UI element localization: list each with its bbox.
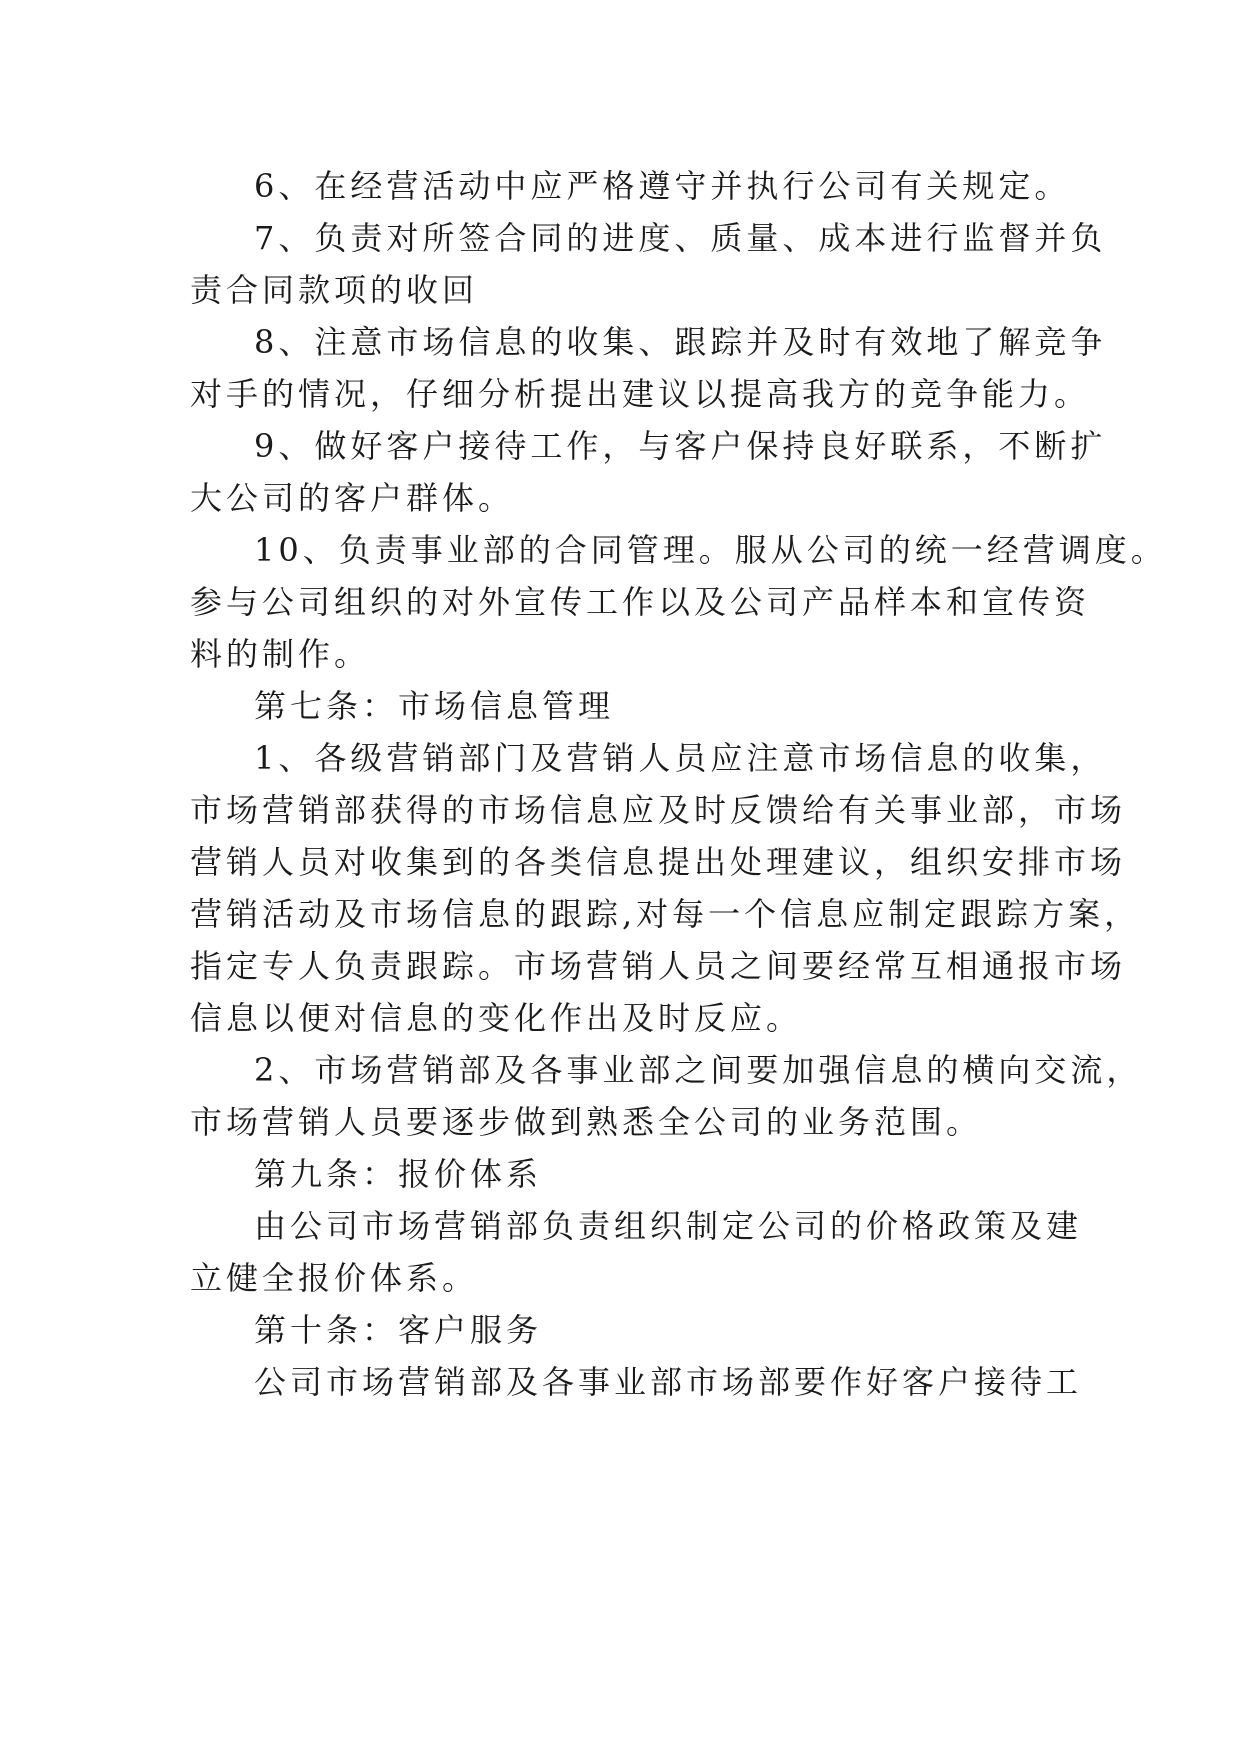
- article-7-item-2-line-1: 2、市场营销部及各事业部之间要加强信息的横向交流，: [254, 1051, 1143, 1089]
- article-7-item-1-line-5: 指定专人负责跟踪。市场营销人员之间要经常互相通报市场: [190, 947, 1127, 985]
- list-item-8-line-2: 对手的情况，仔细分析提出建议以提高我方的竞争能力。: [190, 375, 1091, 413]
- article-7-item-1-line-3: 营销人员对收集到的各类信息提出处理建议，组织安排市场: [190, 843, 1127, 881]
- article-7-item-1-line-4: 营销活动及市场信息的跟踪,对每一个信息应制定跟踪方案，: [190, 895, 1141, 933]
- list-item-6-line-1: 6、在经营活动中应严格遵守并执行公司有关规定。: [254, 167, 1071, 205]
- article-9-paragraph-line-2: 立健全报价体系。: [190, 1259, 479, 1297]
- list-item-8-line-1: 8、注意市场信息的收集、跟踪并及时有效地了解竞争: [254, 323, 1107, 361]
- section-heading-article-7: 第七条：市场信息管理: [254, 687, 615, 725]
- document-body: [190, 160, 1167, 1408]
- article-7-item-2-line-2: 市场营销人员要逐步做到熟悉全公司的业务范围。: [190, 1103, 983, 1141]
- section-heading-article-10: 第十条：客户服务: [254, 1311, 543, 1349]
- section-heading-article-9: 第九条：报价体系: [254, 1155, 543, 1193]
- list-item-9-line-2: 大公司的客户群体。: [190, 479, 515, 517]
- list-item-10-line-3: 料的制作。: [190, 635, 371, 673]
- article-10-paragraph-line-1: 公司市场营销部及各事业部市场部要作好客户接待工: [254, 1363, 1083, 1401]
- list-item-10-line-2: 参与公司组织的对外宣传工作以及公司产品样本和宣传资: [190, 583, 1091, 621]
- article-9-paragraph-line-1: 由公司市场营销部负责组织制定公司的价格政策及建: [254, 1207, 1083, 1245]
- article-7-item-1-line-1: 1、各级营销部门及营销人员应注意市场信息的收集，: [254, 739, 1107, 777]
- article-7-item-1-line-6: 信息以便对信息的变化作出及时反应。: [190, 999, 803, 1037]
- list-item-10-line-1: 10、负责事业部的合同管理。服从公司的统一经营调度。: [254, 531, 1167, 569]
- list-item-7-line-1: 7、负责对所签合同的进度、质量、成本进行监督并负: [254, 219, 1107, 257]
- list-item-7-line-2: 责合同款项的收回: [190, 271, 479, 309]
- article-7-item-1-line-2: 市场营销部获得的市场信息应及时反馈给有关事业部，市场: [190, 791, 1127, 829]
- list-item-9-line-1: 9、做好客户接待工作，与客户保持良好联系，不断扩: [254, 427, 1107, 465]
